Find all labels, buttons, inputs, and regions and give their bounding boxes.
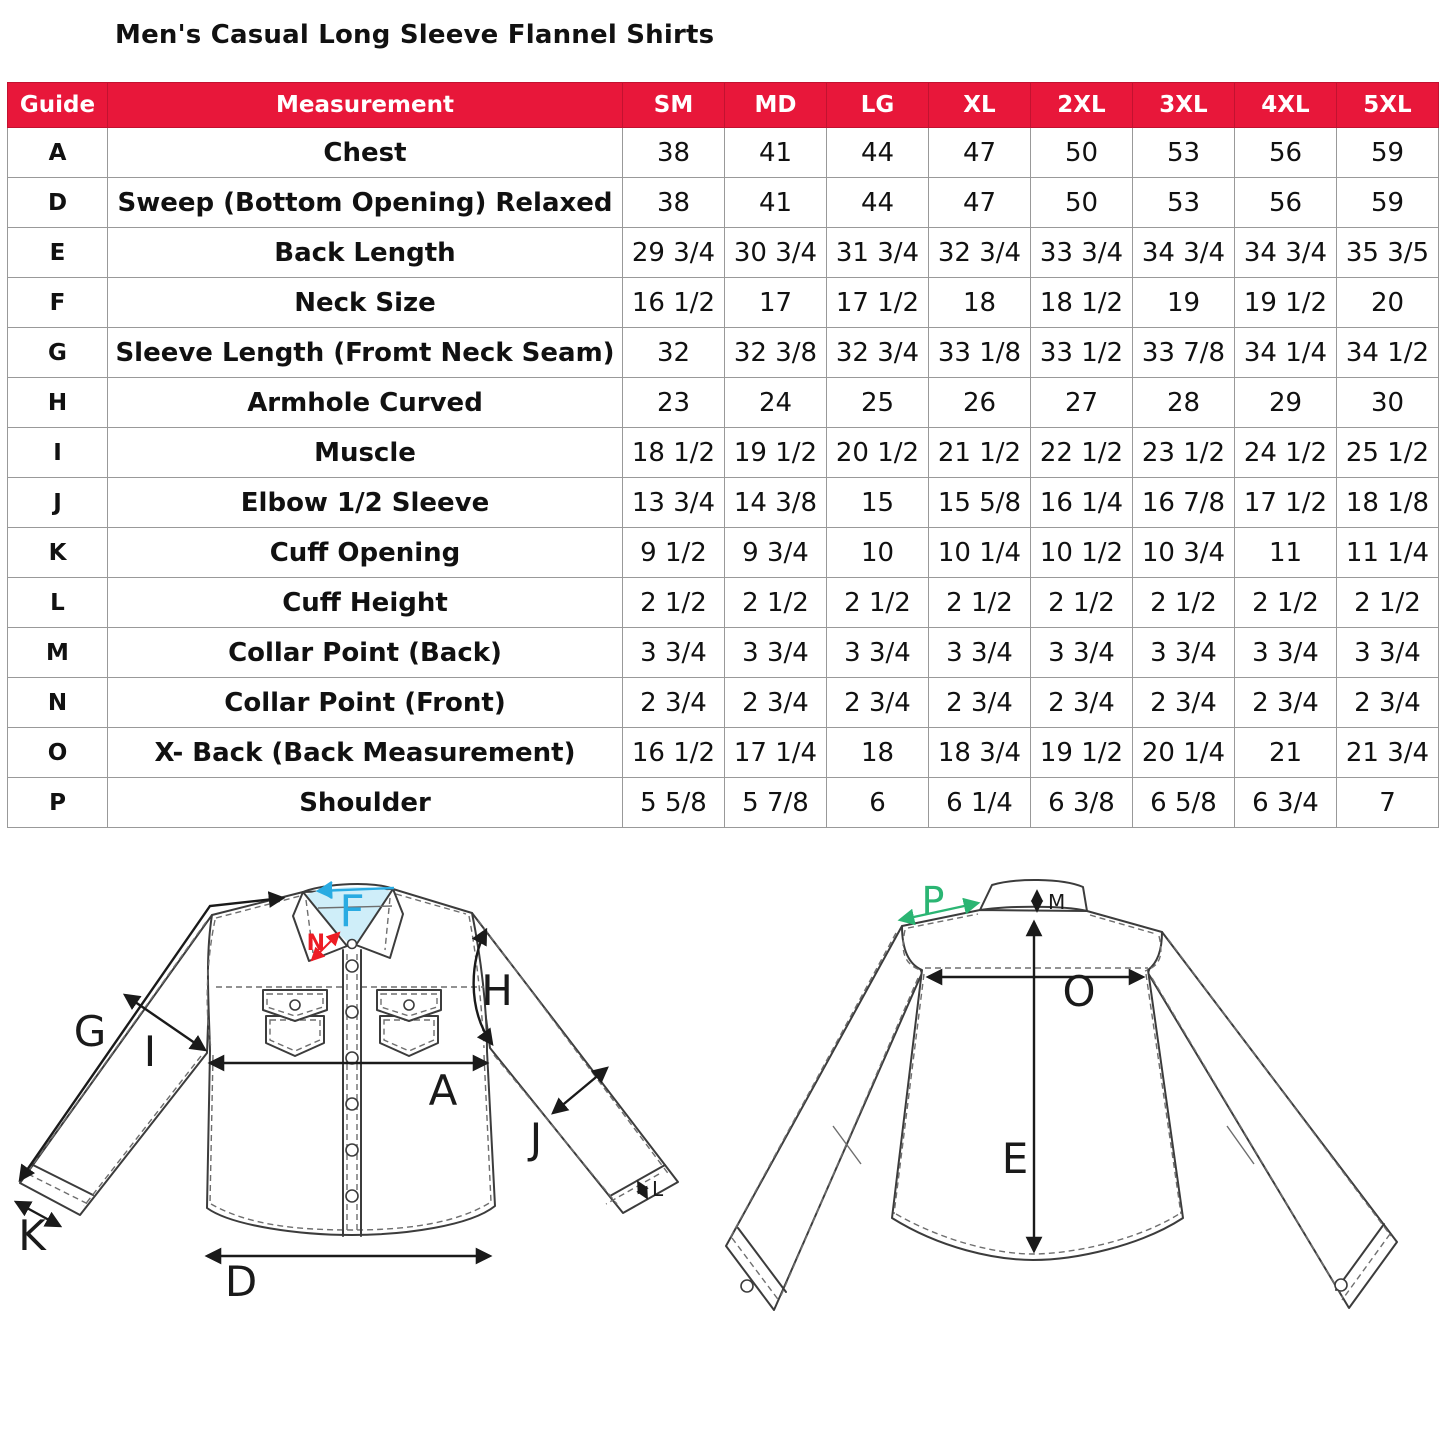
front-right-pocket — [377, 990, 441, 1056]
size-value: 50 — [1031, 178, 1133, 228]
size-value: 3 3/4 — [1235, 628, 1337, 678]
size-value: 18 — [929, 278, 1031, 328]
label-D: D — [224, 1257, 258, 1306]
size-value: 2 1/2 — [725, 578, 827, 628]
column-header-md: MD — [725, 83, 827, 128]
size-value: 53 — [1133, 178, 1235, 228]
column-header-lg: LG — [827, 83, 929, 128]
size-value: 17 1/2 — [1235, 478, 1337, 528]
back-collar — [980, 880, 1087, 911]
size-value: 34 3/4 — [1235, 228, 1337, 278]
size-value: 6 5/8 — [1133, 778, 1235, 828]
table-row — [8, 478, 1439, 528]
front-left-sleeve — [20, 915, 212, 1215]
placket-button — [346, 1006, 358, 1018]
measurement-name: X- Back (Back Measurement) — [108, 728, 623, 778]
size-value: 2 3/4 — [1337, 678, 1439, 728]
size-value: 27 — [1031, 378, 1133, 428]
measurement-name: Cuff Opening — [108, 528, 623, 578]
size-value: 2 1/2 — [1133, 578, 1235, 628]
front-shirt-diagram — [0, 858, 700, 1445]
size-value: 16 1/2 — [623, 278, 725, 328]
size-value: 24 1/2 — [1235, 428, 1337, 478]
size-value: 56 — [1235, 128, 1337, 178]
size-value: 2 1/2 — [1337, 578, 1439, 628]
size-value: 15 5/8 — [929, 478, 1031, 528]
size-value: 35 3/5 — [1337, 228, 1439, 278]
back-right-sleeve — [1148, 932, 1397, 1308]
column-header-guide: Guide — [8, 83, 108, 128]
size-value: 44 — [827, 178, 929, 228]
size-value: 34 3/4 — [1133, 228, 1235, 278]
column-header-2xl: 2XL — [1031, 83, 1133, 128]
size-value: 3 3/4 — [725, 628, 827, 678]
guide-letter: A — [8, 128, 108, 178]
size-value: 18 3/4 — [929, 728, 1031, 778]
guide-letter: H — [8, 378, 108, 428]
measurement-name: Cuff Height — [108, 578, 623, 628]
label-A: A — [428, 1066, 458, 1115]
size-value: 30 3/4 — [725, 228, 827, 278]
size-value: 6 — [827, 778, 929, 828]
size-value: 2 3/4 — [827, 678, 929, 728]
size-value: 3 3/4 — [1133, 628, 1235, 678]
size-value: 10 — [827, 528, 929, 578]
size-value: 32 3/4 — [929, 228, 1031, 278]
back-shirt-diagram — [700, 858, 1445, 1445]
size-value: 50 — [1031, 128, 1133, 178]
guide-letter: E — [8, 228, 108, 278]
size-value: 11 1/4 — [1337, 528, 1439, 578]
measurement-diagrams — [0, 858, 1445, 1445]
size-value: 11 — [1235, 528, 1337, 578]
measurement-name: Armhole Curved — [108, 378, 623, 428]
size-value: 2 3/4 — [725, 678, 827, 728]
size-value: 38 — [623, 178, 725, 228]
size-value: 18 1/2 — [623, 428, 725, 478]
size-value: 9 3/4 — [725, 528, 827, 578]
column-header-4xl: 4XL — [1235, 83, 1337, 128]
guide-letter: D — [8, 178, 108, 228]
size-value: 18 — [827, 728, 929, 778]
table-row — [8, 628, 1439, 678]
measurement-name: Collar Point (Back) — [108, 628, 623, 678]
size-value: 32 3/8 — [725, 328, 827, 378]
size-value: 21 3/4 — [1337, 728, 1439, 778]
size-value: 5 5/8 — [623, 778, 725, 828]
table-row — [8, 578, 1439, 628]
table-row — [8, 528, 1439, 578]
label-J: J — [529, 1114, 543, 1163]
size-value: 16 7/8 — [1133, 478, 1235, 528]
size-value: 10 3/4 — [1133, 528, 1235, 578]
size-value: 19 1/2 — [1235, 278, 1337, 328]
table-row — [8, 278, 1439, 328]
size-value: 31 3/4 — [827, 228, 929, 278]
label-P: P — [921, 879, 945, 923]
size-value: 47 — [929, 178, 1031, 228]
collar-button — [348, 940, 357, 949]
size-value: 19 1/2 — [725, 428, 827, 478]
size-value: 20 1/4 — [1133, 728, 1235, 778]
size-value: 2 3/4 — [929, 678, 1031, 728]
size-value: 26 — [929, 378, 1031, 428]
cuff-button — [1335, 1279, 1347, 1291]
size-value: 17 1/4 — [725, 728, 827, 778]
guide-letter: N — [8, 678, 108, 728]
size-value: 59 — [1337, 178, 1439, 228]
table-row — [8, 378, 1439, 428]
size-value: 3 3/4 — [623, 628, 725, 678]
size-value: 29 — [1235, 378, 1337, 428]
placket-button — [346, 1144, 358, 1156]
guide-letter: F — [8, 278, 108, 328]
guide-letter: I — [8, 428, 108, 478]
guide-letter: K — [8, 528, 108, 578]
table-row — [8, 778, 1439, 828]
size-value: 25 1/2 — [1337, 428, 1439, 478]
size-value: 33 3/4 — [1031, 228, 1133, 278]
size-value: 53 — [1133, 128, 1235, 178]
column-header-measurement: Measurement — [108, 83, 623, 128]
size-value: 17 — [725, 278, 827, 328]
size-value: 2 3/4 — [1133, 678, 1235, 728]
cuff-button — [741, 1280, 753, 1292]
table-row — [8, 428, 1439, 478]
size-value: 2 1/2 — [1235, 578, 1337, 628]
measurement-name: Sweep (Bottom Opening) Relaxed — [108, 178, 623, 228]
placket-button — [346, 1098, 358, 1110]
size-value: 3 3/4 — [1337, 628, 1439, 678]
column-header-sm: SM — [623, 83, 725, 128]
size-value: 14 3/8 — [725, 478, 827, 528]
size-value: 33 1/8 — [929, 328, 1031, 378]
guide-letter: O — [8, 728, 108, 778]
size-value: 30 — [1337, 378, 1439, 428]
label-G: G — [73, 1007, 107, 1056]
label-F: F — [339, 886, 365, 937]
size-value: 20 1/2 — [827, 428, 929, 478]
measurement-name: Neck Size — [108, 278, 623, 328]
size-value: 38 — [623, 128, 725, 178]
table-row — [8, 328, 1439, 378]
size-value: 41 — [725, 128, 827, 178]
size-value: 15 — [827, 478, 929, 528]
size-value: 6 3/4 — [1235, 778, 1337, 828]
size-value: 23 1/2 — [1133, 428, 1235, 478]
front-left-pocket — [263, 990, 327, 1056]
measurement-name: Shoulder — [108, 778, 623, 828]
size-value: 23 — [623, 378, 725, 428]
label-K: K — [18, 1211, 46, 1260]
size-value: 25 — [827, 378, 929, 428]
size-value: 21 — [1235, 728, 1337, 778]
size-value: 2 3/4 — [1031, 678, 1133, 728]
guide-letter: G — [8, 328, 108, 378]
header-row — [8, 83, 1439, 128]
label-I: I — [143, 1027, 157, 1076]
size-value: 10 1/2 — [1031, 528, 1133, 578]
size-value: 3 3/4 — [827, 628, 929, 678]
label-L: L — [652, 1177, 664, 1201]
size-table — [7, 82, 1439, 828]
size-value: 19 1/2 — [1031, 728, 1133, 778]
placket-button — [346, 960, 358, 972]
table-row — [8, 178, 1439, 228]
table-row — [8, 678, 1439, 728]
size-value: 9 1/2 — [623, 528, 725, 578]
size-value: 3 3/4 — [1031, 628, 1133, 678]
size-value: 16 1/2 — [623, 728, 725, 778]
placket-button — [346, 1190, 358, 1202]
size-value: 59 — [1337, 128, 1439, 178]
size-value: 22 1/2 — [1031, 428, 1133, 478]
label-O: O — [1062, 967, 1096, 1016]
size-value: 2 3/4 — [1235, 678, 1337, 728]
size-value: 2 1/2 — [827, 578, 929, 628]
size-value: 34 1/4 — [1235, 328, 1337, 378]
size-value: 16 1/4 — [1031, 478, 1133, 528]
measurement-name: Sleeve Length (Fromt Neck Seam) — [108, 328, 623, 378]
size-value: 2 1/2 — [1031, 578, 1133, 628]
size-value: 33 1/2 — [1031, 328, 1133, 378]
size-value: 6 1/4 — [929, 778, 1031, 828]
size-value: 29 3/4 — [623, 228, 725, 278]
size-value: 21 1/2 — [929, 428, 1031, 478]
guide-letter: M — [8, 628, 108, 678]
size-value: 32 — [623, 328, 725, 378]
size-value: 18 1/2 — [1031, 278, 1133, 328]
measurement-name: Collar Point (Front) — [108, 678, 623, 728]
size-value: 7 — [1337, 778, 1439, 828]
size-value: 3 3/4 — [929, 628, 1031, 678]
size-value: 20 — [1337, 278, 1439, 328]
label-M: M — [1048, 890, 1066, 914]
size-value: 24 — [725, 378, 827, 428]
column-header-xl: XL — [929, 83, 1031, 128]
label-H: H — [481, 966, 513, 1015]
size-value: 28 — [1133, 378, 1235, 428]
size-value: 41 — [725, 178, 827, 228]
label-N: N — [306, 931, 325, 956]
column-header-3xl: 3XL — [1133, 83, 1235, 128]
back-left-sleeve — [726, 926, 922, 1310]
size-value: 56 — [1235, 178, 1337, 228]
size-value: 6 3/8 — [1031, 778, 1133, 828]
guide-letter: L — [8, 578, 108, 628]
measurement-name: Chest — [108, 128, 623, 178]
size-value: 13 3/4 — [623, 478, 725, 528]
back-body — [892, 910, 1183, 1260]
measurement-name: Elbow 1/2 Sleeve — [108, 478, 623, 528]
table-row — [8, 728, 1439, 778]
size-value: 33 7/8 — [1133, 328, 1235, 378]
size-value: 2 1/2 — [929, 578, 1031, 628]
table-row — [8, 228, 1439, 278]
size-value: 32 3/4 — [827, 328, 929, 378]
guide-letter: J — [8, 478, 108, 528]
column-header-5xl: 5XL — [1337, 83, 1439, 128]
size-value: 17 1/2 — [827, 278, 929, 328]
page-title: Men's Casual Long Sleeve Flannel Shirts — [115, 20, 715, 50]
size-value: 5 7/8 — [725, 778, 827, 828]
guide-letter: P — [8, 778, 108, 828]
front-right-sleeve — [472, 913, 678, 1213]
size-value: 47 — [929, 128, 1031, 178]
measurement-name: Back Length — [108, 228, 623, 278]
size-value: 19 — [1133, 278, 1235, 328]
size-value: 34 1/2 — [1337, 328, 1439, 378]
size-value: 18 1/8 — [1337, 478, 1439, 528]
size-value: 2 3/4 — [623, 678, 725, 728]
size-value: 44 — [827, 128, 929, 178]
label-E: E — [1001, 1134, 1029, 1183]
measurement-name: Muscle — [108, 428, 623, 478]
size-value: 2 1/2 — [623, 578, 725, 628]
size-value: 10 1/4 — [929, 528, 1031, 578]
table-row — [8, 128, 1439, 178]
